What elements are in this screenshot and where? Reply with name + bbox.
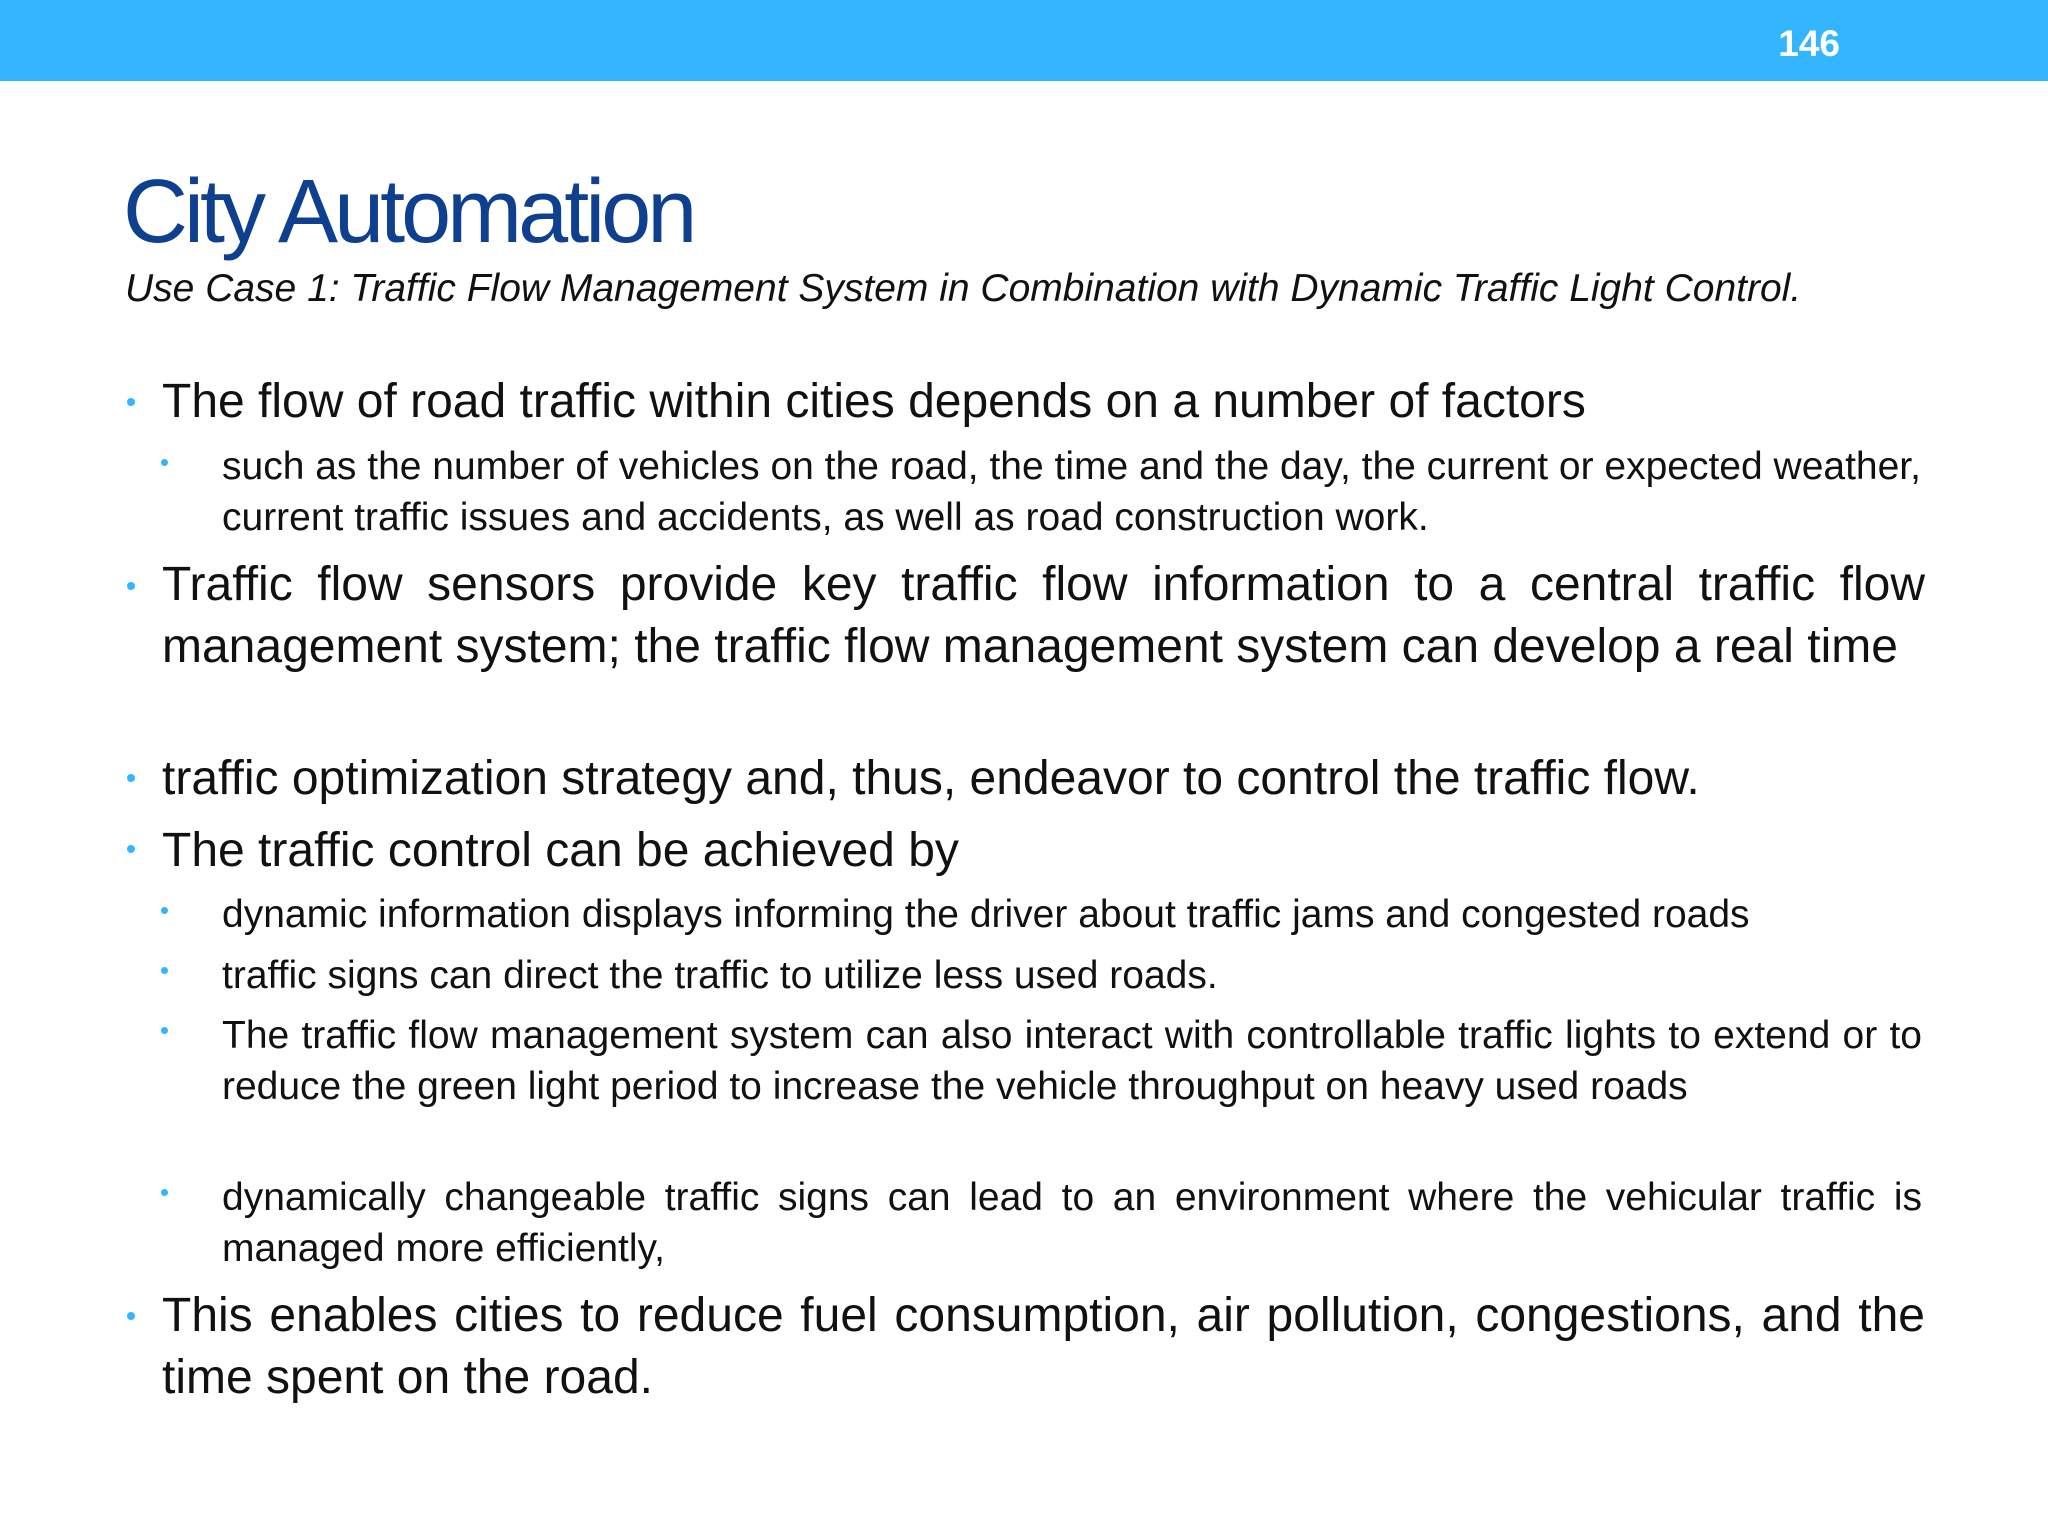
bullet-item: traffic optimization strategy and, thus, endeavor to control the traffic flow. — [162, 752, 1700, 805]
sub-bullet-marker — [161, 1189, 168, 1196]
sub-bullet-item: dynamically changeable traffic signs can lead to an environment where the vehicular traffic is managed more efficiently, — [222, 1176, 1922, 1270]
bullet-item: The traffic control can be achieved by — [162, 824, 959, 877]
sub-bullet-item: such as the number of vehicles on the road, the time and the day, the current or expected weather, current traffic issues and accidents, as well as road construction work. — [222, 445, 1921, 539]
bullet-marker — [127, 774, 135, 782]
sub-bullet-marker — [161, 459, 168, 466]
sub-bullet-marker — [161, 967, 168, 974]
bullet-item: Traffic flow sensors provide key traffic flow information to a central traffic flow management system; the traffic flow management system can develop a real time — [162, 558, 1925, 673]
bullet-marker — [127, 582, 135, 590]
bullet-marker — [127, 1312, 135, 1320]
header-bar — [0, 0, 2048, 81]
bullet-marker — [127, 845, 135, 853]
sub-bullet-item: traffic signs can direct the traffic to utilize less used roads. — [222, 954, 1218, 997]
sub-bullet-marker — [161, 1027, 168, 1034]
page-number: 146 — [1778, 23, 1840, 64]
slide-subtitle: Use Case 1: Traffic Flow Management System in Combination with Dynamic Traffic Light Control. — [125, 267, 1802, 310]
sub-bullet-marker — [161, 907, 168, 914]
bullet-item: The flow of road traffic within cities depends on a number of factors — [162, 375, 1586, 428]
slide-title: City Automation — [123, 162, 694, 262]
bullet-marker — [127, 398, 135, 406]
sub-bullet-item: The traffic flow management system can also interact with controllable traffic lights to extend or to reduce the green light period to increase the vehicle throughput on heavy used roads — [222, 1014, 1922, 1108]
sub-bullet-item: dynamic information displays informing the driver about traffic jams and congested roads — [222, 893, 1750, 936]
bullet-item: This enables cities to reduce fuel consumption, air pollution, congestions, and the time spent on the road. — [162, 1289, 1925, 1404]
